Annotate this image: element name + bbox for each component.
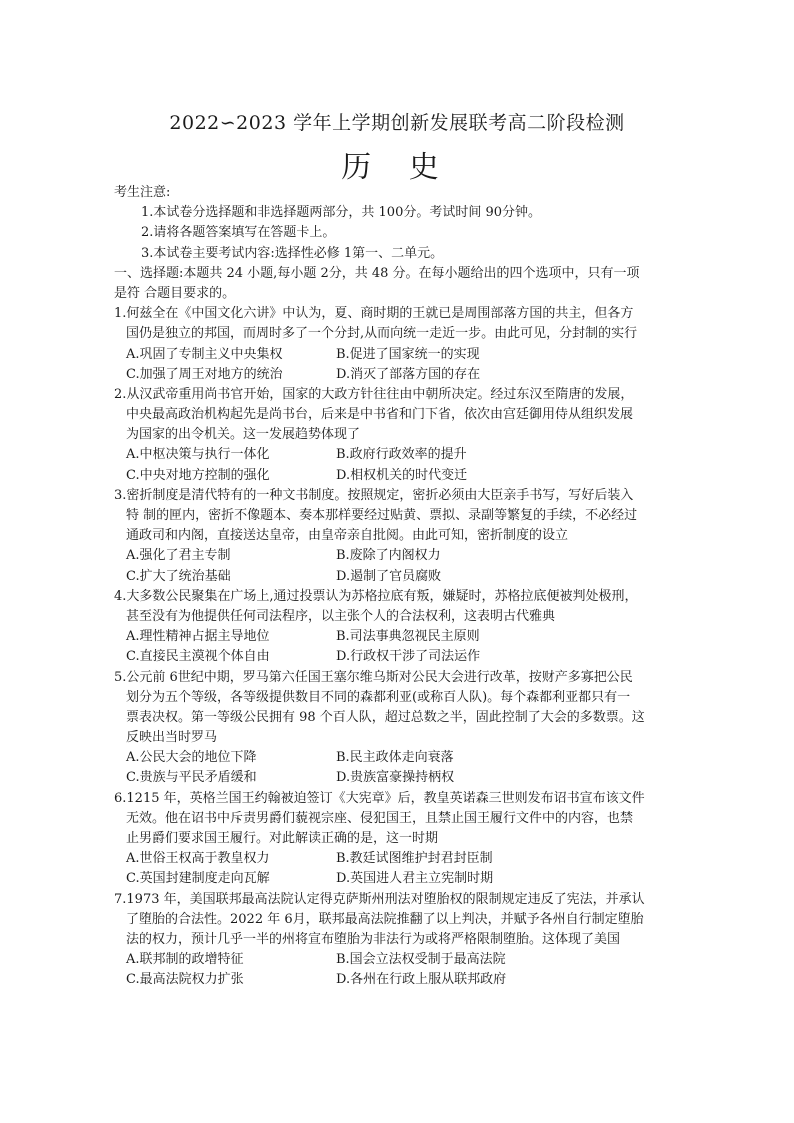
- option-row: [114, 365, 684, 385]
- option-c: C.最高法院权力扩张: [126, 972, 244, 988]
- question-1: [114, 304, 684, 385]
- option-a: A.强化了君主专制: [126, 548, 231, 564]
- option-b: B.国会立法权受制于最高法院: [336, 952, 506, 968]
- question-stem: 反映出当时罗马: [126, 730, 218, 746]
- question-stem: 1.何兹全在《中国文化六讲》中认为，夏、商时期的王就已是周围部落方国的共主，但各方: [114, 306, 634, 322]
- subject-heading: 历 史: [341, 150, 453, 185]
- question-2: [114, 385, 684, 486]
- option-b: B.政府行政效率的提升: [336, 447, 467, 463]
- option-row: [114, 950, 684, 970]
- option-d: D.遏制了官员腐败: [336, 568, 442, 584]
- option-a: A.中枢决策与执行一体化: [126, 447, 270, 463]
- option-a: A.巩固了专制主义中央集权: [126, 346, 283, 362]
- option-a: A.联邦制的政增特征: [126, 952, 244, 968]
- notice-item: 1.本试卷分选择题和非选择题两部分，共 100分。考试时间 90分钟。: [141, 205, 542, 221]
- option-b: B.民主政体走向衰落: [336, 750, 454, 766]
- notice-heading: 考生注意:: [114, 185, 171, 200]
- question-stem: 6.1215 年，英格兰国王约翰被迫签订《大宪章》后，教皇英诺森三世则发布诏书宣布该文件: [114, 790, 645, 806]
- option-row: [114, 567, 684, 587]
- option-c: C.贵族与平民矛盾缓和: [126, 770, 257, 786]
- question-stem: 7.1973 年，美国联邦最高法院认定得克萨斯州刑法对堕胎权的限制规定违反了宪法，并承认: [114, 891, 645, 907]
- option-c: C.中央对地方控制的强化: [126, 467, 270, 483]
- option-a: A.世俗王权高于教皇权力: [126, 851, 270, 867]
- option-c: C.加强了周王对地方的统治: [126, 366, 283, 382]
- question-stem: 5.公元前 6世纪中期，罗马第六任国王塞尔维乌斯对公民大会进行改革，按财产多寡把公民: [114, 669, 633, 685]
- question-6: [114, 789, 684, 890]
- question-stem: 特 制的匣内，密折不像题本、奏本那样要经过贴黄、票拟、录副等繁复的手续，不必经过: [126, 508, 638, 523]
- option-c: C.直接民主漠视个体自由: [126, 649, 270, 665]
- option-b: B.司法事典忽视民主原则: [336, 629, 480, 645]
- question-7: [114, 890, 684, 991]
- section-instructions: 一、选择题:本题共 24 小题,每小题 2分，共 48 分。在每小题给出的四个选项中，只有一项: [114, 265, 640, 281]
- question-stem: 2.从汉武帝重用尚书官开始，国家的大政方针往往由中朝所决定。经过东汉至隋唐的发展，: [114, 386, 634, 402]
- exam-content: [114, 183, 684, 991]
- question-stem: 了堕胎的合法性。2022 年 6月，联邦最高法院推翻了以上判决，并赋予各州自行制定堕胎: [126, 911, 644, 927]
- question-stem: 止男爵们要求国王履行。对此解读正确的是，这一时期: [126, 831, 439, 846]
- option-row: [114, 627, 684, 647]
- question-stem: 3.密折制度是清代特有的一种文书制度。按照规定，密折必须由大臣亲手书写，写好后装入: [114, 487, 634, 503]
- option-row: [114, 445, 684, 465]
- option-d: D.消灭了部落方国的存在: [336, 366, 481, 382]
- exam-title: 2022∽2023 学年上学期创新发展联考高二阶段检测: [169, 112, 625, 134]
- question-3: [114, 486, 684, 587]
- option-b: B.促进了国家统一的实现: [336, 346, 480, 362]
- option-d: D.相权机关的时代变迁: [336, 467, 468, 483]
- question-stem: 4.大多数公民聚集在广场上,通过投票认为苏格拉底有叛，嫌疑时，苏格拉底便被判处极刑，: [114, 588, 638, 604]
- question-stem: 中央最高政治机构起先是尚书台，后来是中书省和门下省，依次由宫廷御用侍从组织发展: [126, 407, 634, 423]
- option-a: A.公民大会的地位下降: [126, 750, 257, 766]
- notice-item: 3.本试卷主要考试内容:选择性必修 1第一、二单元。: [141, 245, 444, 261]
- option-d: D.行政权干涉了司法运作: [336, 649, 481, 665]
- option-row: [114, 546, 684, 566]
- option-c: C.英国封建制度走向瓦解: [126, 871, 270, 887]
- question-stem: 通政司和内阁，直接送达皇帝，由皇帝亲自批阅。由此可知，密折制度的设立: [126, 528, 569, 544]
- option-d: D.贵族富豪操持柄权: [336, 770, 455, 786]
- option-c: C.扩大了统治基础: [126, 568, 231, 584]
- question-5: [114, 668, 684, 789]
- option-row: [114, 647, 684, 667]
- notice-item: 2.请将各题答案填写在答题卡上。: [141, 225, 336, 241]
- option-row: [114, 849, 684, 869]
- question-stem: 划分为五个等级，各等级提供数目不同的森都利亚(或称百人队)。每个森都利亚都只有一: [126, 689, 631, 705]
- option-d: D.英国进人君主立宪制时期: [336, 871, 494, 887]
- option-row: [114, 466, 684, 486]
- question-stem: 票表决权。第一等级公民拥有 98 个百人队，超过总数之半，固此控制了大会的多数票。这: [126, 709, 645, 725]
- question-stem: 甚至没有为他提供任何司法程序，以主张个人的合法权利，这表明古代雅典: [126, 608, 556, 624]
- option-d: D.各州在行政上服从联邦政府: [336, 972, 507, 988]
- option-b: B.废除了内阁权力: [336, 548, 441, 564]
- option-row: [114, 768, 684, 788]
- option-row: [114, 869, 684, 889]
- option-row: [114, 748, 684, 768]
- question-stem: 无效。他在诏书中斥责男爵们藐视宗座、侵犯国王，且禁止国王履行文件中的内容，也禁: [126, 810, 634, 826]
- question-stem: 国仍是独立的邦国，而周时多了一个分封,从而向统一走近一步。由此可见，分封制的实行: [126, 326, 638, 342]
- option-b: B.教廷试图维护封君封臣制: [336, 851, 493, 867]
- option-row: [114, 345, 684, 365]
- option-a: A.理性精神占据主导地位: [126, 629, 270, 645]
- question-stem: 法的权力，预计几乎一半的州将宣布堕胎为非法行为或将严格限制堕胎。这体现了美国: [126, 931, 621, 947]
- section-instructions: 是符 合题目要求的。: [114, 285, 236, 301]
- question-stem: 为国家的出令机关。这一发展趋势体现了: [126, 427, 361, 443]
- question-4: [114, 587, 684, 668]
- option-row: [114, 970, 684, 990]
